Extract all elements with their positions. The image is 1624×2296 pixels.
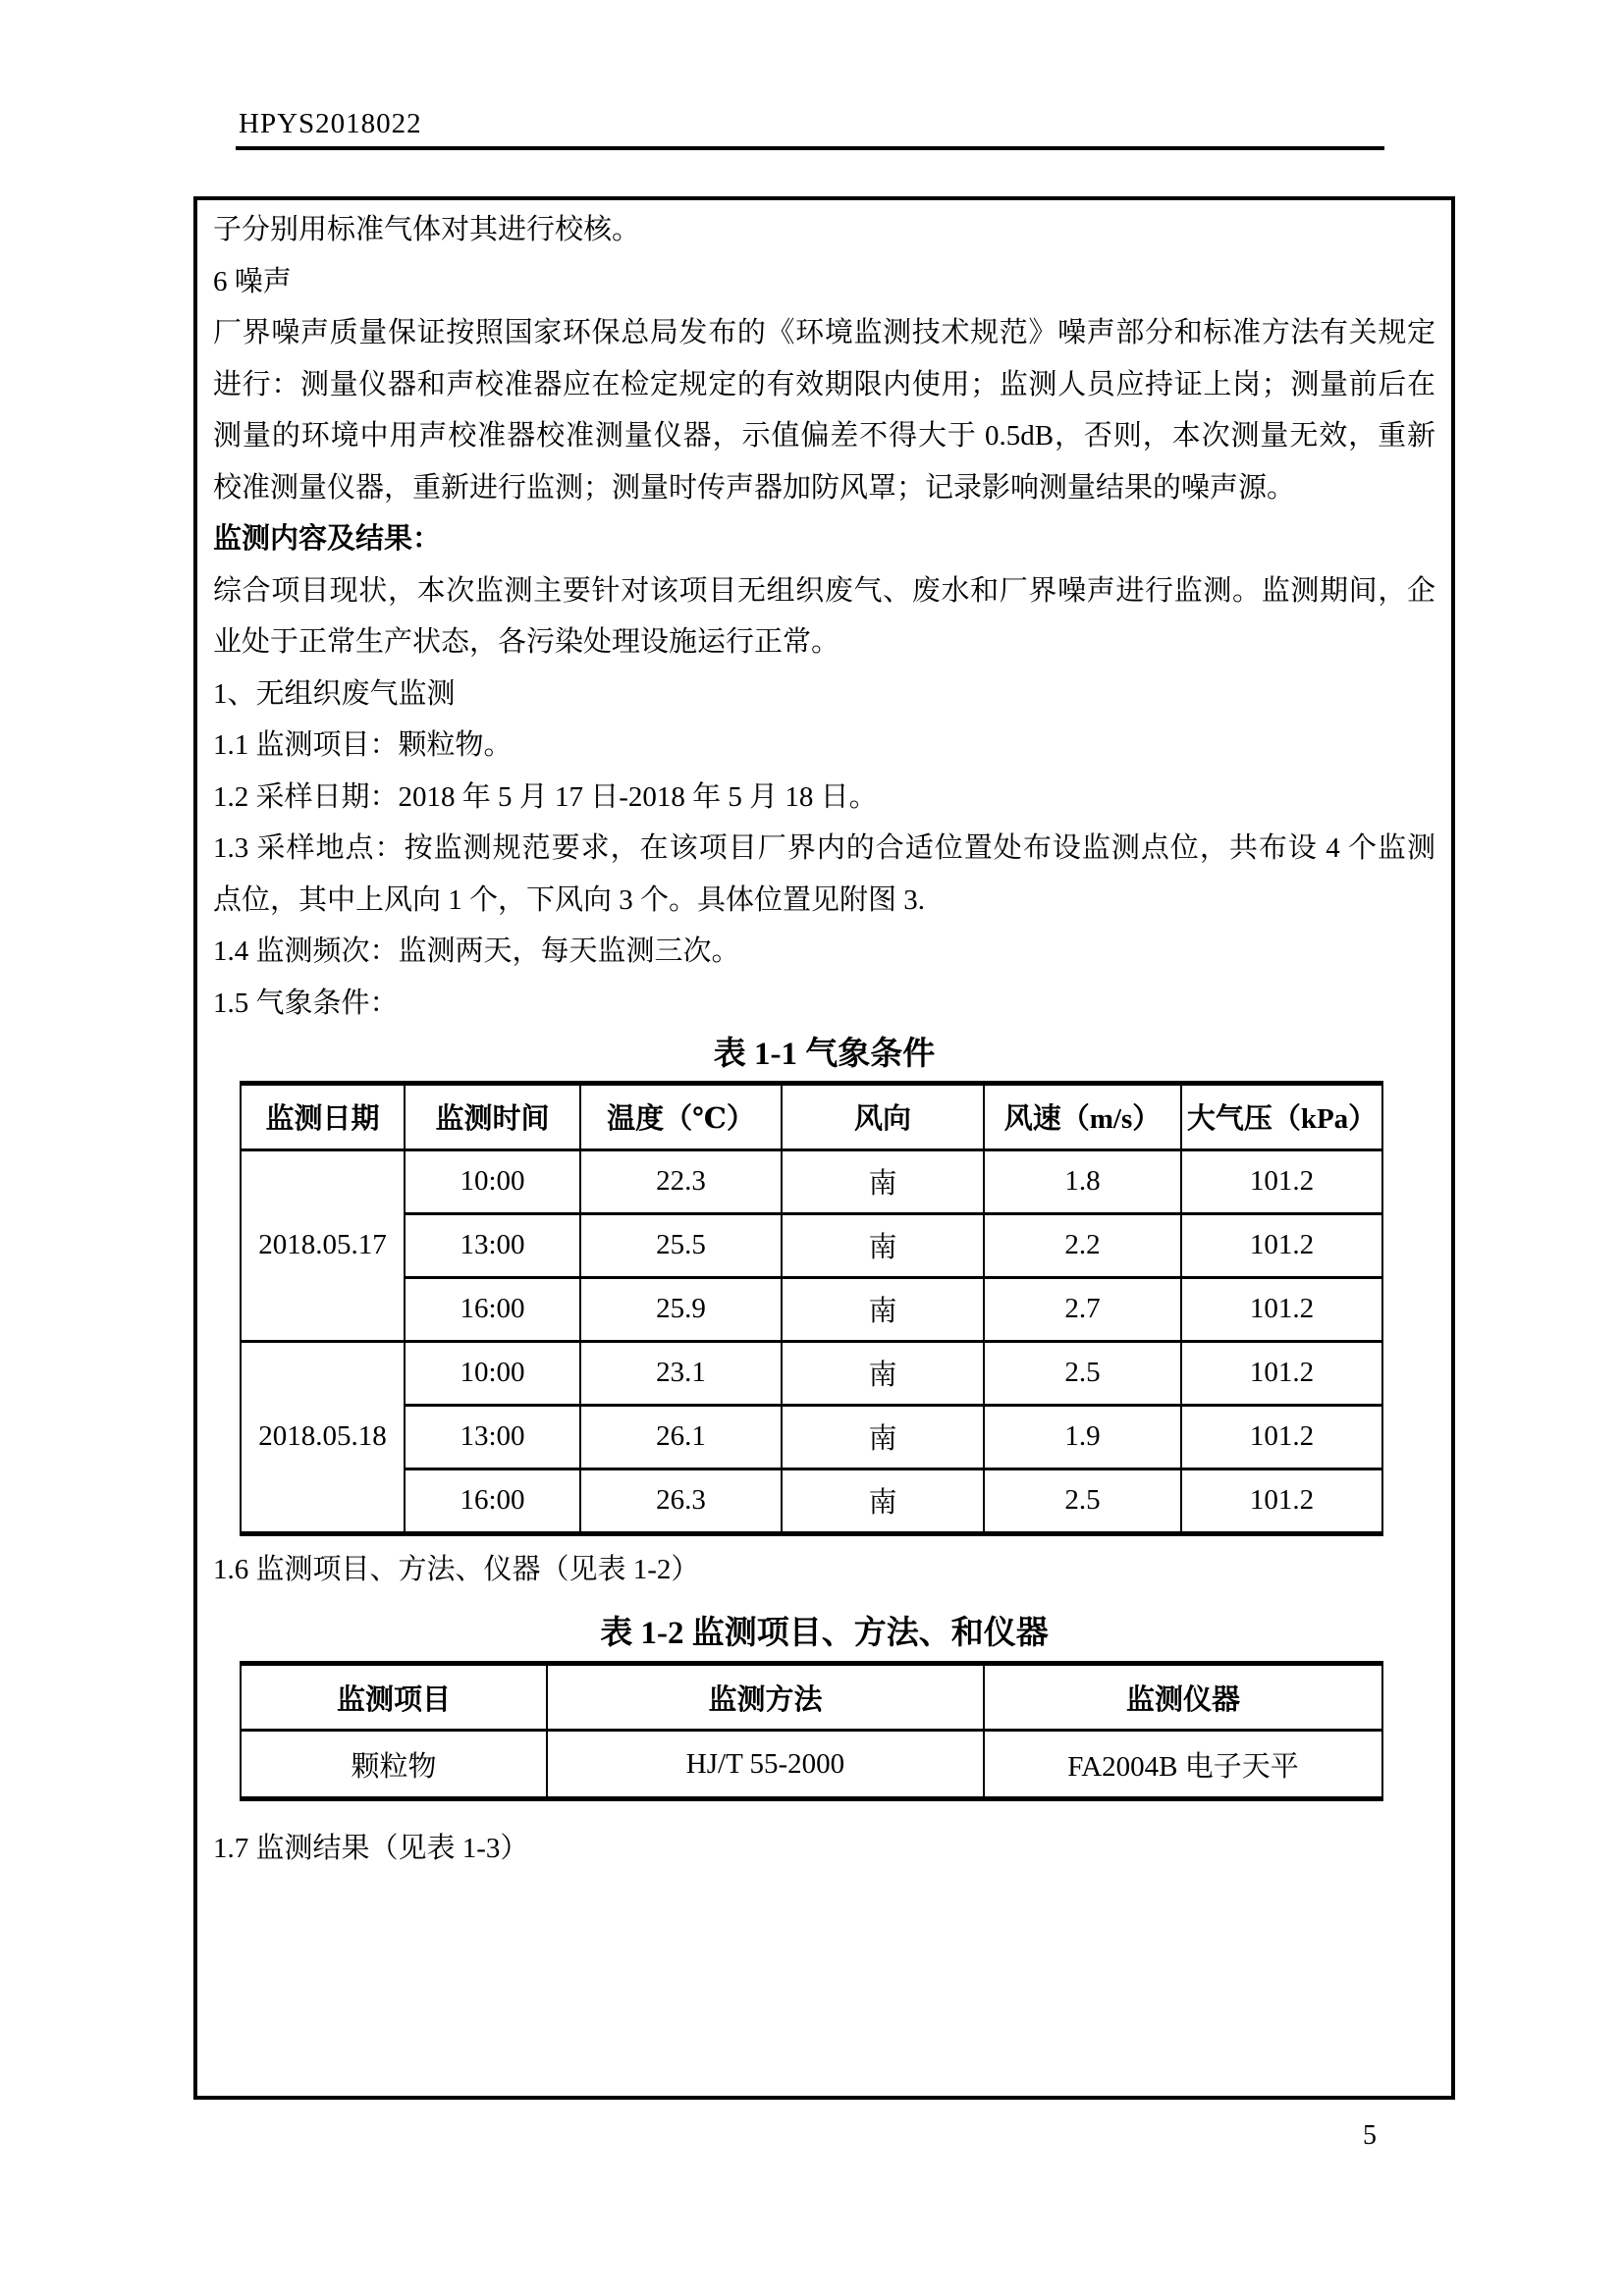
weather-value-cell: 101.2 <box>1181 1468 1382 1533</box>
weather-value-cell: 10:00 <box>405 1149 580 1213</box>
weather-value-cell: 2.7 <box>984 1277 1181 1341</box>
weather-column-header: 大气压（kPa） <box>1181 1083 1382 1149</box>
paragraph-line: 综合项目现状，本次监测主要针对该项目无组织废气、废水和厂界噪声进行监测。监测期间，企 <box>213 574 1435 607</box>
paragraph-line: 子分别用标准气体对其进行校核。 <box>213 214 641 245</box>
methods-data-row <box>241 1731 1382 1799</box>
weather-column-header: 监测日期 <box>241 1083 405 1149</box>
weather-data-row <box>241 1341 1382 1405</box>
content-box <box>193 196 1455 2100</box>
weather-value-cell: 10:00 <box>405 1341 580 1405</box>
weather-date-cell: 2018.05.18 <box>241 1341 405 1533</box>
paragraph-line: 业处于正常生产状态，各污染处理设施运行正常。 <box>213 626 840 658</box>
weather-column-header: 温度（℃） <box>580 1083 782 1149</box>
header-rule <box>236 146 1384 150</box>
weather-value-cell: 南 <box>782 1405 984 1468</box>
weather-value-cell: 南 <box>782 1341 984 1405</box>
paragraph-line: 校准测量仪器，重新进行监测；测量时传声器加防风罩；记录影响测量结果的噪声源。 <box>213 471 1296 504</box>
weather-value-cell: 16:00 <box>405 1468 580 1533</box>
weather-value-cell: 南 <box>782 1277 984 1341</box>
weather-data-row <box>241 1405 1382 1468</box>
weather-value-cell: 101.2 <box>1181 1341 1382 1405</box>
weather-value-cell: 2.5 <box>984 1341 1181 1405</box>
list-item-1-3: 1.3 采样地点：按监测规范要求，在该项目厂界内的合适位置处布设监测点位，共布设 4 个监测 <box>213 832 1435 864</box>
methods-value-cell: HJ/T 55-2000 <box>547 1731 984 1799</box>
weather-value-cell: 101.2 <box>1181 1149 1382 1213</box>
list-item-1: 1、无组织废气监测 <box>213 677 456 710</box>
weather-value-cell: 13:00 <box>405 1213 580 1277</box>
weather-column-header: 风向 <box>782 1083 984 1149</box>
weather-data-row <box>241 1468 1382 1533</box>
weather-date-cell: 2018.05.17 <box>241 1149 405 1341</box>
doc-number: HPYS2018022 <box>239 108 422 139</box>
methods-value-cell: FA2004B 电子天平 <box>984 1731 1382 1799</box>
weather-value-cell: 101.2 <box>1181 1213 1382 1277</box>
methods-table-title: 表 1-2 监测项目、方法、和仪器 <box>600 1616 1049 1651</box>
weather-value-cell: 1.8 <box>984 1149 1181 1213</box>
weather-data-row <box>241 1149 1382 1213</box>
weather-value-cell: 1.9 <box>984 1405 1181 1468</box>
list-item-1-5: 1.5 气象条件： <box>213 987 399 1019</box>
results-heading: 监测内容及结果： <box>213 523 442 555</box>
page-number: 5 <box>1363 2120 1377 2151</box>
methods-column-header: 监测项目 <box>241 1664 547 1731</box>
weather-value-cell: 南 <box>782 1213 984 1277</box>
weather-header-row <box>241 1083 1382 1149</box>
weather-table <box>240 1081 1383 1536</box>
weather-table-title: 表 1-1 气象条件 <box>713 1037 936 1072</box>
weather-value-cell: 101.2 <box>1181 1277 1382 1341</box>
methods-table <box>240 1661 1383 1801</box>
paragraph-line: 测量的环境中用声校准器校准测量仪器，示值偏差不得大于 0.5dB，否则，本次测量无效，重新 <box>213 420 1435 452</box>
list-item-1-4: 1.4 监测频次：监测两天，每天监测三次。 <box>213 935 740 967</box>
paragraph-line: 进行：测量仪器和声校准器应在检定规定的有效期限内使用；监测人员应持证上岗；测量前后在 <box>213 368 1435 400</box>
weather-value-cell: 26.1 <box>580 1405 782 1468</box>
weather-value-cell: 16:00 <box>405 1277 580 1341</box>
weather-data-row <box>241 1277 1382 1341</box>
methods-column-header: 监测方法 <box>547 1664 984 1731</box>
section-heading-noise: 6 噪声 <box>213 265 292 297</box>
list-item-1-7: 1.7 监测结果（见表 1-3） <box>213 1833 529 1864</box>
weather-value-cell: 南 <box>782 1468 984 1533</box>
weather-value-cell: 25.9 <box>580 1277 782 1341</box>
weather-column-header: 风速（m/s） <box>984 1083 1181 1149</box>
weather-value-cell: 101.2 <box>1181 1405 1382 1468</box>
weather-value-cell: 南 <box>782 1149 984 1213</box>
weather-value-cell: 23.1 <box>580 1341 782 1405</box>
weather-value-cell: 2.2 <box>984 1213 1181 1277</box>
list-item-1-1: 1.1 监测项目：颗粒物。 <box>213 729 513 761</box>
methods-header-row <box>241 1664 1382 1731</box>
weather-value-cell: 22.3 <box>580 1149 782 1213</box>
weather-column-header: 监测时间 <box>405 1083 580 1149</box>
weather-value-cell: 26.3 <box>580 1468 782 1533</box>
weather-data-row <box>241 1213 1382 1277</box>
weather-value-cell: 13:00 <box>405 1405 580 1468</box>
list-item-1-6: 1.6 监测项目、方法、仪器（见表 1-2） <box>213 1553 700 1585</box>
paragraph-line: 厂界噪声质量保证按照国家环保总局发布的《环境监测技术规范》噪声部分和标准方法有关规定 <box>213 317 1435 348</box>
weather-value-cell: 25.5 <box>580 1213 782 1277</box>
methods-column-header: 监测仪器 <box>984 1664 1382 1731</box>
list-item-1-2: 1.2 采样日期：2018 年 5 月 17 日-2018 年 5 月 18 日。 <box>213 780 878 813</box>
weather-value-cell: 2.5 <box>984 1468 1181 1533</box>
list-item-1-3-cont: 点位，其中上风向 1 个，下风向 3 个。具体位置见附图 3. <box>213 883 926 916</box>
methods-value-cell: 颗粒物 <box>241 1731 547 1799</box>
